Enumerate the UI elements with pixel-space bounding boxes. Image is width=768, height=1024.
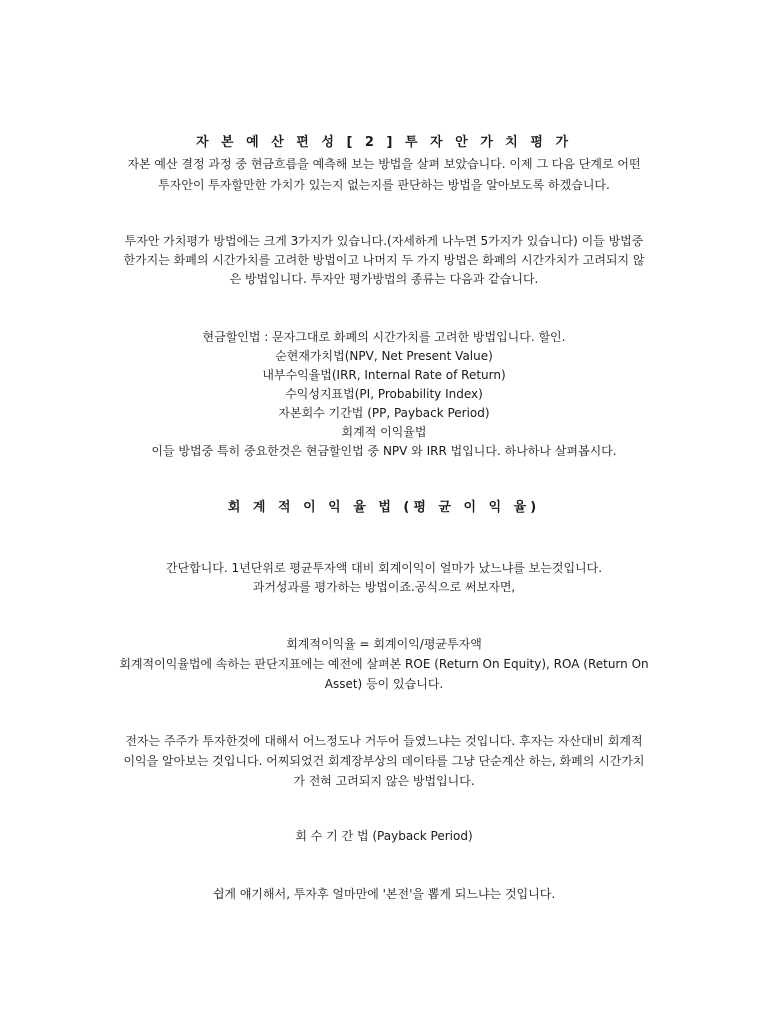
intro-line-1: 자본 예산 결정 과정 중 현금흐름을 예측해 보는 방법을 살펴 보았습니다. 이제 그 다음 단계로 어떤 — [127, 157, 641, 171]
section1-formula: 회계적이익율 = 회계이익/평균투자액 — [286, 637, 482, 651]
methods-list-item: 수익성지표법(PI, Probability Index) — [285, 387, 483, 401]
section1-title: 회 계 적 이 익 율 법 (평 균 이 익 율) — [227, 500, 541, 515]
methods-list-summary: 이들 방법중 특히 중요한것은 현금할인법 중 NPV 와 IRR 법입니다. 하나하나 살펴봅시다. — [151, 444, 617, 458]
section1-p3-line-2: 이익을 알아보는 것입니다. 어찌되었건 회계장부상의 데이타를 그냥 단순계산 하는, 화폐의 시간가치 — [123, 754, 645, 768]
methods-list-item: 현금할인법 : 문자그대로 화폐의 시간가치를 고려한 방법입니다. 할인. — [202, 330, 566, 344]
methods-list-item: 순현재가치법(NPV, Net Present Value) — [275, 349, 493, 363]
section2-p1: 쉽게 얘기해서, 투자후 얼마만에 '본전'을 뽑게 되느냐는 것입니다. — [212, 887, 556, 901]
section1-p2-line-3: Asset) 등이 있습니다. — [324, 677, 444, 691]
section2-title: 회 수 기 간 법 (Payback Period) — [295, 829, 473, 843]
section1-p1-line-2: 과거성과를 평가하는 방법이죠.공식으로 써보자면, — [252, 580, 516, 594]
section1-p3-line-1: 전자는 주주가 투자한것에 대해서 어느정도나 거두어 들였느냐는 것입니다. 후자는 자산대비 회계적 — [125, 734, 643, 748]
methods-list-item: 자본회수 기간법 (PP, Payback Period) — [278, 406, 490, 420]
section1-p1-line-1: 간단합니다. 1년단위로 평균투자액 대비 회계이익이 얼마가 났느냐를 보는것입니다. — [165, 561, 603, 575]
methods-intro-line-2: 한가지는 화폐의 시간가치를 고려한 방법이고 나머지 두 가지 방법은 화폐의 시간가치가 고려되지 않 — [123, 253, 645, 267]
methods-list-item: 회계적 이익율법 — [341, 425, 427, 439]
section1-p3-line-3: 가 전혀 고려되지 않은 방법입니다. — [293, 774, 475, 788]
document-title: 자 본 예 산 편 성 [ 2 ] 투 자 안 가 치 평 가 — [195, 135, 573, 150]
intro-line-2: 투자안이 투자할만한 가치가 있는지 없는지를 판단하는 방법을 알아보도록 하겠습니다. — [158, 178, 610, 192]
section1-p2-line-2: 회계적이익율법에 속하는 판단지표에는 예전에 살펴본 ROE (Return On Equity), ROA (Return On — [119, 657, 649, 671]
methods-intro-line-1: 투자안 가치평가 방법에는 크게 3가지가 있습니다.(자세하게 나누면 5가지가 있습니다) 이들 방법중 — [124, 234, 644, 248]
methods-list-item: 내부수익율법(IRR, Internal Rate of Return) — [262, 368, 506, 382]
methods-intro-line-3: 은 방법입니다. 투자안 평가방법의 종류는 다음과 같습니다. — [229, 272, 539, 286]
